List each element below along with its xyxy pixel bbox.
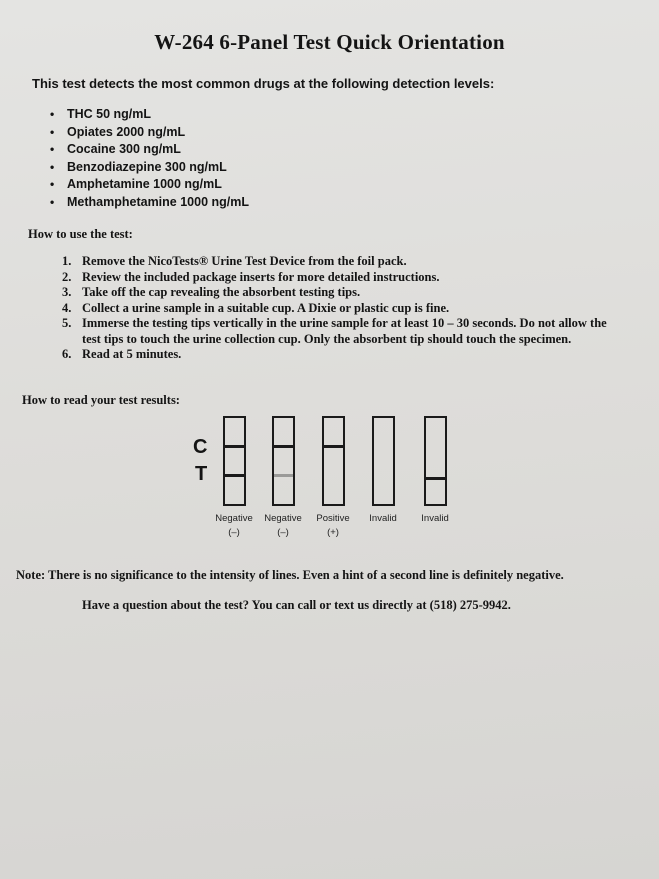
test-band <box>225 474 244 477</box>
result-sign: (–) <box>228 527 240 538</box>
step-number: 2. <box>62 269 72 284</box>
drug-list <box>48 106 249 211</box>
control-band <box>225 445 244 448</box>
step-item <box>62 301 622 317</box>
result-caption <box>353 512 413 526</box>
list-item: • Methamphetamine 1000 ng/mL <box>48 194 249 212</box>
result-label: Positive <box>316 513 350 524</box>
read-results-heading: How to read your test results: <box>22 393 180 407</box>
result-strip <box>322 416 345 506</box>
step-item <box>62 285 622 301</box>
step-item <box>62 270 622 286</box>
result-strip <box>372 416 395 506</box>
result-label: Negative <box>215 513 253 524</box>
control-band <box>274 445 293 448</box>
result-sign: (–) <box>277 527 289 538</box>
result-label: Negative <box>264 513 302 524</box>
howto-heading: How to use the test: <box>28 227 133 241</box>
intro-text: This test detects the most common drugs at the following detection levels: <box>32 76 495 91</box>
test-band <box>426 477 445 480</box>
step-number: 4. <box>62 300 72 315</box>
page-title: W-264 6-Panel Test Quick Orientation <box>154 30 505 54</box>
step-text: Remove the NicoTests® Urine Test Device from the foil pack. <box>82 254 407 268</box>
step-item <box>62 347 622 363</box>
note-text: Note: There is no significance to the intensity of lines. Even a hint of a second line is definitely negative. <box>16 568 564 582</box>
step-item <box>62 254 622 270</box>
list-item: • Amphetamine 1000 ng/mL <box>48 176 249 194</box>
step-item <box>62 316 622 347</box>
contact-text: Have a question about the test? You can call or text us directly at (518) 275-9942. <box>82 598 511 612</box>
step-text: Read at 5 minutes. <box>82 347 182 361</box>
result-sign: (+) <box>327 527 339 538</box>
result-strip <box>424 416 447 506</box>
result-strip <box>223 416 246 506</box>
step-number: 3. <box>62 285 72 299</box>
list-item: • Cocaine 300 ng/mL <box>48 141 249 159</box>
test-line-label: T <box>195 463 208 485</box>
step-number: 5. <box>62 316 72 330</box>
step-text: Immerse the testing tips vertically in the urine sample for at least 10 – 30 seconds. Do not allow the test tips to touch the urine collection cup. Only the absorbent tip should touch the specimen. <box>82 316 607 346</box>
result-caption <box>405 512 465 526</box>
steps-list <box>62 254 622 363</box>
list-item: • Benzodiazepine 300 ng/mL <box>48 159 249 177</box>
result-label: Invalid <box>369 513 397 524</box>
result-label: Invalid <box>421 513 449 524</box>
test-band <box>274 474 293 477</box>
control-band <box>324 445 343 448</box>
step-text: Take off the cap revealing the absorbent testing tips. <box>82 285 361 299</box>
step-text: Collect a urine sample in a suitable cup. A Dixie or plastic cup is fine. <box>82 300 450 315</box>
list-item: • THC 50 ng/mL <box>48 106 249 124</box>
step-number: 1. <box>62 254 72 268</box>
list-item: • Opiates 2000 ng/mL <box>48 124 249 142</box>
step-number: 6. <box>62 347 72 361</box>
result-strip <box>272 416 295 506</box>
step-text: Review the included package inserts for more detailed instructions. <box>82 269 440 284</box>
control-line-label: C <box>193 436 208 458</box>
